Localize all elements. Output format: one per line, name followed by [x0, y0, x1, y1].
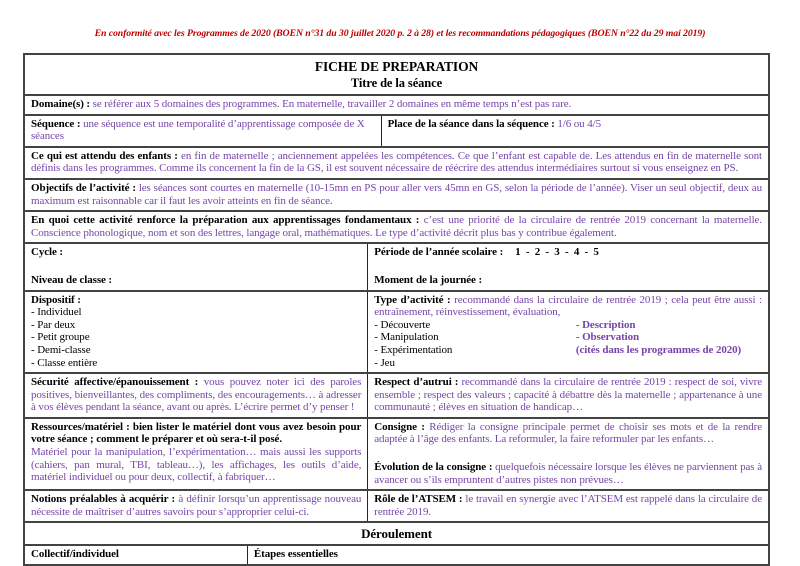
atsem-label: Rôle de l’ATSEM : — [374, 493, 466, 506]
objectifs-row — [25, 178, 768, 210]
type-activite-item — [374, 344, 762, 357]
dispositif-options — [31, 306, 361, 369]
footer-col-collectif: Collectif/individuel — [25, 546, 248, 564]
deroulement-row — [25, 521, 768, 544]
sequence-hint: une séquence est une temporalité d’apprentissage composée de X séances — [31, 117, 365, 143]
respect-label: Respect d’autrui : — [374, 376, 462, 389]
type-activite-annotation: - Observation — [575, 331, 640, 344]
title-row — [25, 55, 768, 94]
deroulement-title: Déroulement — [361, 526, 432, 542]
evolution-label: Évolution de la consigne : — [374, 461, 496, 474]
attendu-hint: en fin de maternelle ; anciennement appelées les compétences. Ce que l’enfant est capable de. Les attendus en fin de maternelle sont définis dans les programmes. Comme ils concernent la fin de la GS, il est souvent nécessaire de réécrire des attendus intermédiaires surtout si vous enseignez en PS. — [31, 149, 762, 175]
atsem-hint: le travail en synergie avec l’ATSEM est rappelé dans la circulaire de rentrée 2019. — [374, 493, 762, 518]
dispositif-option: - Demi-classe — [31, 343, 91, 356]
type-activite-option: - Expérimentation — [374, 343, 453, 356]
dispositif-option: - Petit groupe — [31, 331, 90, 344]
fondamentaux-label: En quoi cette activité renforce la préparation aux apprentissages fondamentaux : — [31, 214, 424, 227]
periode-values: 1 - 2 - 3 - 4 - 5 — [515, 246, 599, 259]
type-activite-option: - Manipulation — [374, 331, 439, 344]
type-activite-annotation: - Description — [575, 318, 636, 331]
domaine-hint: se référer aux 5 domaines des programmes. En maternelle, travailler 2 domaines en même temps n’est pas rare. — [92, 98, 572, 110]
ressources-hint: Matériel pour la manipulation, l’expérimentation… mais aussi les supports (cahiers, pan mural, TBI, tableau…), les affichages, les outils d’aide, matériel individuel ou pour deux, collectif, à fabriquer… — [31, 446, 362, 484]
objectifs-label: Objectifs de l’activité : — [31, 181, 139, 194]
footer-col-etapes: Étapes essentielles — [253, 548, 338, 561]
dispositif-option: - Par deux — [31, 318, 76, 331]
niveau-label: Niveau de classe : — [31, 273, 112, 286]
footer-columns-row — [25, 544, 768, 564]
securite-hint: vous pouvez noter ici des paroles positives, bienveillantes, des compliments, des encouragements… à adresser à vos élèves pendant la séance, avant ou après. L’écrire permet d’y penser ! — [31, 376, 362, 414]
evolution-hint: quelquefois nécessaire lorsque les élèves ne parviennent pas à avancer ou s’ils empruntent d’autres pistes non prévues… — [374, 461, 762, 486]
securite-respect-row — [25, 372, 768, 417]
dispositif-type-row — [25, 290, 768, 373]
consigne-hint: Rédiger la consigne principale permet de choisir ses mots et de la rendre adaptée à l’âge des enfants. La reformuler, la faire reformuler par les enfants… — [374, 420, 762, 446]
fondamentaux-row — [25, 210, 768, 242]
domaine-row — [25, 94, 768, 114]
type-activite-hint: recommandé dans la circulaire de rentrée 2019 ; cela peut être aussi : entraînement, réinvestissement, évaluation, — [374, 293, 762, 319]
objectifs-hint: les séances sont courtes en maternelle (10-15mn en PS pour aller vers 45mn en GS, selon la période de l’année). Viser un seul objectif, deux au maximum est raisonnable car il faut les avoir atteints en fin de séance. — [31, 181, 762, 207]
sheet-subtitle: Titre de la séance — [350, 76, 443, 90]
fondamentaux-hint: c’est une priorité de la circulaire de rentrée 2019 concernant la maternelle. Conscience phonologique, nom et son des lettres, langage oral, mathématiques. Le type d’activité décrit plus bas y contribue également. — [31, 214, 762, 239]
sequence-label: Séquence : — [31, 117, 84, 130]
consigne-label: Consigne : — [374, 420, 430, 433]
place-label: Place de la séance dans la séquence : — [387, 117, 558, 130]
dispositif-label: Dispositif : — [31, 293, 81, 306]
ressources-consigne-row — [25, 417, 768, 489]
cycle-periode-row — [25, 242, 768, 289]
conformity-note: En conformité avec les Programmes de 2020 (BOEN n°31 du 30 juillet 2020 p. 2 à 28) et les recommandations pédagogiques (BOEN n°22 du 29 mai 2019) — [94, 28, 706, 39]
notions-label: Notions préalables à acquérir : — [31, 493, 179, 506]
type-activite-option: - Découverte — [374, 318, 431, 331]
ressources-label: Ressources/matériel : bien lister le matériel dont vous avez besoin pour votre séance ; comment le préparer et où sera-t-il posé. — [31, 420, 362, 446]
securite-label: Sécurité affective/épanouissement : — [31, 376, 204, 389]
type-activite-option: - Jeu — [374, 356, 395, 369]
sheet-title: FICHE DE PREPARATION — [314, 59, 479, 74]
periode-label: Période de l’année scolaire : — [374, 246, 504, 259]
dispositif-option: - Classe entière — [31, 356, 98, 369]
notions-hint: à définir lorsqu’un apprentissage nouveau nécessite de maîtriser d’autres savoirs pour s’approprier celui-ci. — [31, 493, 362, 518]
preparation-sheet-table — [23, 53, 770, 566]
type-activite-annotation: (cités dans les programmes de 2020) — [575, 343, 742, 356]
sequence-row — [25, 114, 768, 146]
type-activite-item — [374, 331, 762, 344]
attendu-label: Ce qui est attendu des enfants : — [31, 149, 182, 162]
dispositif-option: - Individuel — [31, 306, 82, 319]
attendu-row — [25, 146, 768, 178]
place-hint: 1/6 ou 4/5 — [557, 117, 601, 130]
type-activite-item — [374, 357, 762, 370]
notions-atsem-row — [25, 489, 768, 521]
cycle-label: Cycle : — [31, 246, 63, 259]
respect-hint: recommandé dans la circulaire de rentrée 2019 : respect de soi, vivre ensemble ; respect des valeurs ; capacité à débattre dès la maternelle ; appartenance à une communauté ; élèves en situation de handicap… — [374, 376, 762, 414]
type-activite-label: Type d’activité : — [374, 293, 455, 306]
type-activite-item — [374, 319, 762, 332]
moment-label: Moment de la journée : — [374, 273, 483, 286]
domaine-label: Domaine(s) : — [31, 98, 93, 110]
